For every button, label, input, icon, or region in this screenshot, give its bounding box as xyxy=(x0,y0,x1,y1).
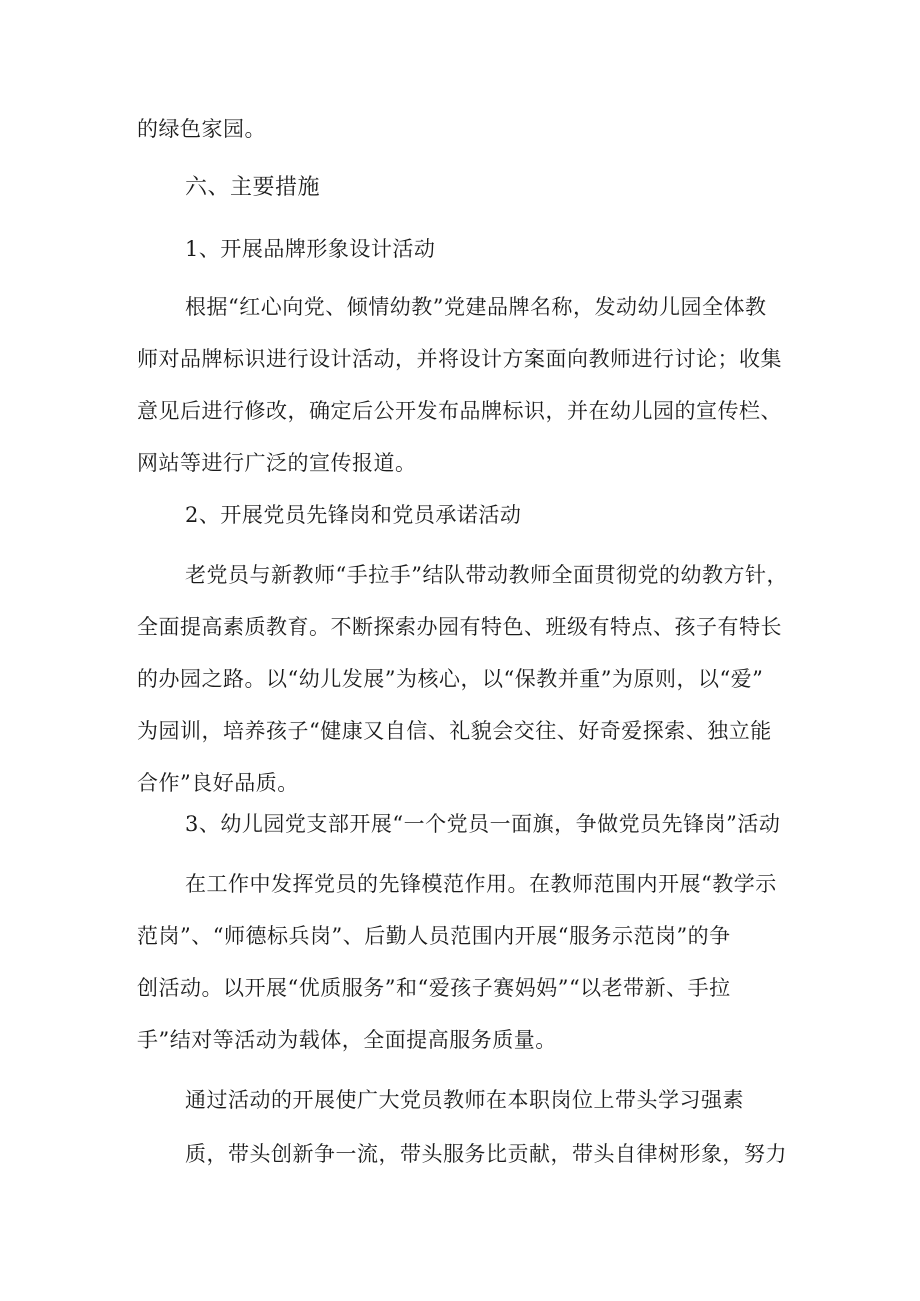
item1-body-line: 师对品牌标识进行设计活动，并将设计方案面向教师进行讨论；收集 xyxy=(137,347,782,371)
item1-body-line: 意见后进行修改，确定后公开发布品牌标识，并在幼儿园的宣传栏、 xyxy=(137,399,782,423)
item1-title: 1、开展品牌形象设计活动 xyxy=(185,237,436,261)
item3-body-line: 范岗”、“师德标兵岗”、后勤人员范围内开展“服务示范岗”的争 xyxy=(137,924,731,948)
item2-body-line: 合作”良好品质。 xyxy=(137,771,299,795)
item3-title: 3、幼儿园党支部开展“一个党员一面旗，争做党员先锋岗”活动 xyxy=(185,812,781,836)
item1-body-line: 根据“红心向党、倾情幼教”党建品牌名称，发动幼儿园全体教 xyxy=(185,295,767,319)
item3-body-line: 在工作中发挥党员的先锋模范作用。在教师范围内开展“教学示 xyxy=(185,872,777,896)
item2-body-line: 老党员与新教师“手拉手”结队带动教师全面贯彻党的幼教方针， xyxy=(185,563,788,587)
item2-body-line: 的办园之路。以“幼儿发展”为核心，以“保教并重”为原则，以“爱” xyxy=(137,667,764,691)
continuation-line: 的绿色家园。 xyxy=(137,117,266,141)
item3-body-line: 手”结对等活动为载体，全面提高服务质量。 xyxy=(137,1028,557,1052)
item2-body-line: 全面提高素质教育。不断探索办园有特色、班级有特点、孩子有特长 xyxy=(137,615,782,639)
item3-body-line: 创活动。以开展“优质服务”和“爱孩子赛妈妈”“以老带新、手拉 xyxy=(137,976,731,1000)
section-heading: 六、主要措施 xyxy=(185,175,321,200)
closing-line: 质，带头创新争一流，带头服务比贡献，带头自律树形象，努力 xyxy=(185,1142,787,1166)
item2-title: 2、开展党员先锋岗和党员承诺活动 xyxy=(185,503,522,527)
closing-line: 通过活动的开展使广大党员教师在本职岗位上带头学习强素 xyxy=(185,1088,744,1112)
item1-body-line: 网站等进行广泛的宣传报道。 xyxy=(137,451,417,475)
item2-body-line: 为园训，培养孩子“健康又自信、礼貌会交往、好奇爱探索、独立能 xyxy=(137,719,772,743)
